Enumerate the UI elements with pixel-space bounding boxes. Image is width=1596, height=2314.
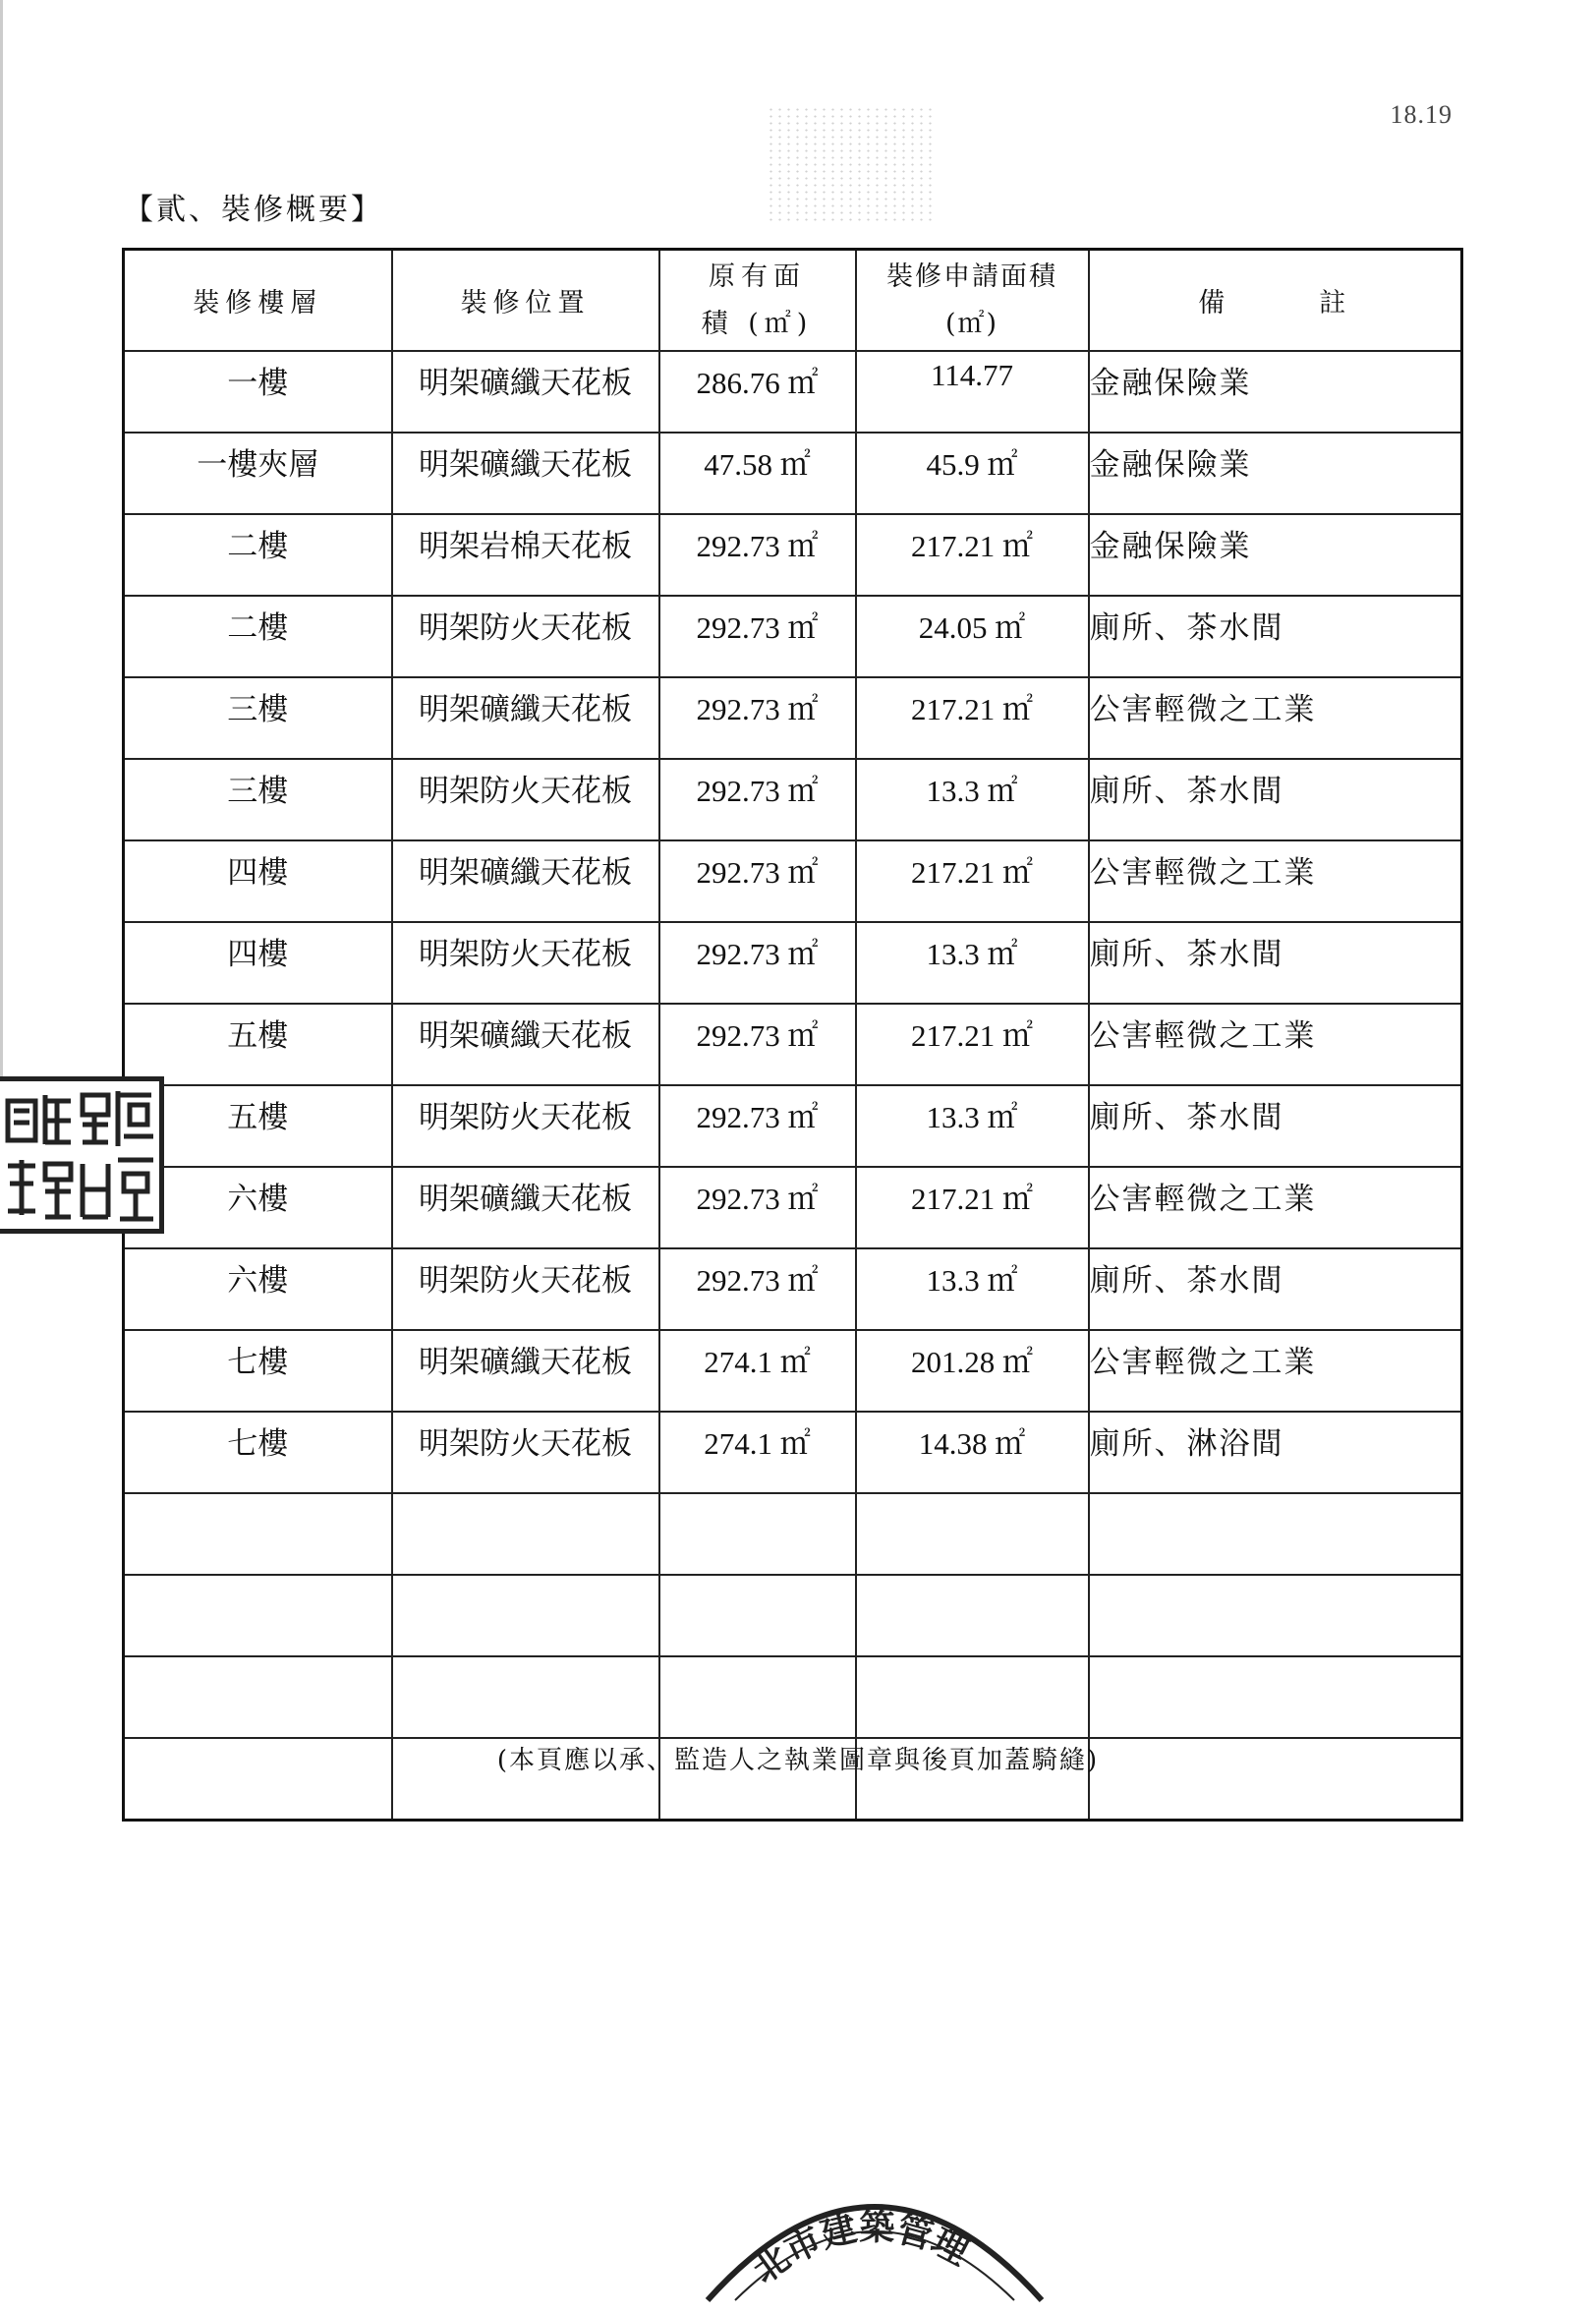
cell-original-area: 274.1 ㎡: [659, 1330, 856, 1412]
table-row: [124, 351, 1462, 433]
header-note-b: 註: [1319, 288, 1352, 318]
table-row: [124, 514, 1462, 596]
cell-note: 公害輕微之工業: [1089, 840, 1462, 922]
table-row: [124, 922, 1462, 1004]
cell-position: 明架防火天花板: [392, 1248, 659, 1330]
cell-original-area: 292.73 ㎡: [659, 759, 856, 840]
cell-original-area: 292.73 ㎡: [659, 922, 856, 1004]
cell-note-empty: [1089, 1656, 1462, 1738]
cell-note: 廁所、茶水間: [1089, 1248, 1462, 1330]
header-original-area-line1: 原有面: [709, 260, 806, 292]
cell-applied-area: 13.3 ㎡: [856, 759, 1089, 840]
cell-applied-area-empty: [856, 1575, 1089, 1656]
header-floor: 裝修樓層: [124, 250, 392, 352]
header-note-a: 備: [1198, 288, 1231, 318]
cell-floor: 七樓: [124, 1330, 392, 1412]
table-row: [124, 1004, 1462, 1085]
cell-note-empty: [1089, 1575, 1462, 1656]
cell-applied-area: 13.3 ㎡: [856, 1085, 1089, 1167]
cell-note: 廁所、茶水間: [1089, 596, 1462, 677]
cell-applied-area: 201.28 ㎡: [856, 1330, 1089, 1412]
cell-applied-area: 13.3 ㎡: [856, 1248, 1089, 1330]
cell-floor: 三樓: [124, 677, 392, 759]
table-row-empty: [124, 1575, 1462, 1656]
scan-edge: [0, 0, 3, 1081]
cell-applied-area: 13.3 ㎡: [856, 922, 1089, 1004]
table-row: [124, 1085, 1462, 1167]
cell-applied-area: 217.21 ㎡: [856, 1167, 1089, 1248]
table-row: [124, 596, 1462, 677]
cell-original-area: 47.58 ㎡: [659, 433, 856, 514]
cell-original-area: 292.73 ㎡: [659, 514, 856, 596]
cell-original-area: 292.73 ㎡: [659, 1248, 856, 1330]
header-note: [1089, 250, 1462, 352]
page-number: 18.19: [1390, 100, 1453, 129]
cell-applied-area: 24.05 ㎡: [856, 596, 1089, 677]
header-original-area-line2: 積 (㎡): [701, 308, 814, 339]
table-row: [124, 759, 1462, 840]
table-row: [124, 1330, 1462, 1412]
bottom-seal-text: 北市建築管理: [745, 2206, 976, 2292]
cell-note: 廁所、茶水間: [1089, 759, 1462, 840]
cell-floor-empty: [124, 1575, 392, 1656]
table-row: [124, 1248, 1462, 1330]
table-header-row: [124, 250, 1462, 352]
table-row: [124, 677, 1462, 759]
scan-speckle: [767, 106, 934, 224]
cell-floor: 二樓: [124, 596, 392, 677]
section-title: 【貳、裝修概要】: [124, 193, 383, 227]
cell-position: 明架礦纖天花板: [392, 677, 659, 759]
cell-original-area: 292.73 ㎡: [659, 677, 856, 759]
cell-position-empty: [392, 1656, 659, 1738]
cell-applied-area: 217.21 ㎡: [856, 514, 1089, 596]
seam-stamp: [0, 1076, 164, 1234]
cell-original-area: 274.1 ㎡: [659, 1412, 856, 1493]
table-row: [124, 1412, 1462, 1493]
cell-position: 明架礦纖天花板: [392, 1167, 659, 1248]
cell-note: 金融保險業: [1089, 433, 1462, 514]
bottom-seal-graphic: [688, 2153, 1061, 2310]
cell-original-area: 292.73 ㎡: [659, 1004, 856, 1085]
cell-floor: 七樓: [124, 1412, 392, 1493]
cell-original-area: 292.73 ㎡: [659, 596, 856, 677]
cell-floor: 六樓: [124, 1167, 392, 1248]
table-row: [124, 840, 1462, 922]
cell-floor: 六樓: [124, 1248, 392, 1330]
cell-applied-area: 14.38 ㎡: [856, 1412, 1089, 1493]
cell-applied-area-empty: [856, 1656, 1089, 1738]
cell-note: 公害輕微之工業: [1089, 1330, 1462, 1412]
cell-applied-area: 217.21 ㎡: [856, 677, 1089, 759]
footer-note: (本頁應以承、監造人之執業圖章與後頁加蓋騎縫): [496, 1746, 1100, 1775]
cell-floor-empty: [124, 1656, 392, 1738]
cell-position: 明架礦纖天花板: [392, 433, 659, 514]
cell-note: 金融保險業: [1089, 514, 1462, 596]
cell-floor: 五樓: [124, 1085, 392, 1167]
table-row: [124, 433, 1462, 514]
cell-applied-area-empty: [856, 1493, 1089, 1575]
cell-position: 明架礦纖天花板: [392, 1004, 659, 1085]
cell-floor: 四樓: [124, 922, 392, 1004]
cell-original-area: 286.76 ㎡: [659, 351, 856, 433]
seam-stamp-graphic: [0, 1081, 159, 1229]
cell-applied-area: 217.21 ㎡: [856, 1004, 1089, 1085]
cell-floor: 三樓: [124, 759, 392, 840]
header-position: 裝修位置: [392, 250, 659, 352]
renovation-table: [122, 248, 1463, 1822]
header-applied-area: [856, 250, 1089, 352]
cell-note: 廁所、茶水間: [1089, 922, 1462, 1004]
table-row-empty: [124, 1656, 1462, 1738]
cell-position: 明架岩棉天花板: [392, 514, 659, 596]
cell-original-area: 292.73 ㎡: [659, 1167, 856, 1248]
cell-note: 公害輕微之工業: [1089, 1004, 1462, 1085]
header-original-area: [659, 250, 856, 352]
table-row: [124, 1167, 1462, 1248]
cell-position: 明架礦纖天花板: [392, 1330, 659, 1412]
cell-position: 明架礦纖天花板: [392, 840, 659, 922]
cell-note: 金融保險業: [1089, 351, 1462, 433]
cell-note: 公害輕微之工業: [1089, 1167, 1462, 1248]
cell-position-empty: [392, 1493, 659, 1575]
cell-position-empty: [392, 1575, 659, 1656]
cell-floor: 一樓: [124, 351, 392, 433]
cell-position: 明架防火天花板: [392, 1085, 659, 1167]
cell-applied-area: 45.9 ㎡: [856, 433, 1089, 514]
cell-position: 明架防火天花板: [392, 759, 659, 840]
table-body: [124, 351, 1462, 1821]
cell-floor: 四樓: [124, 840, 392, 922]
bottom-seal: [688, 2153, 1061, 2310]
cell-original-area-empty: [659, 1493, 856, 1575]
cell-applied-area: 217.21 ㎡: [856, 840, 1089, 922]
cell-note-empty: [1089, 1493, 1462, 1575]
cell-floor: 一樓夾層: [124, 433, 392, 514]
cell-floor: 二樓: [124, 514, 392, 596]
cell-note: 廁所、淋浴間: [1089, 1412, 1462, 1493]
header-applied-area-line2: (㎡): [944, 308, 999, 339]
cell-floor: 五樓: [124, 1004, 392, 1085]
cell-position: 明架礦纖天花板: [392, 351, 659, 433]
cell-original-area: 292.73 ㎡: [659, 840, 856, 922]
cell-floor-empty: [124, 1493, 392, 1575]
cell-original-area-empty: [659, 1575, 856, 1656]
cell-note: 廁所、茶水間: [1089, 1085, 1462, 1167]
cell-position: 明架防火天花板: [392, 922, 659, 1004]
cell-position: 明架防火天花板: [392, 1412, 659, 1493]
cell-applied-area: 114.77: [856, 351, 1089, 433]
header-applied-area-line1: 裝修申請面積: [886, 260, 1057, 292]
cell-position: 明架防火天花板: [392, 596, 659, 677]
table-row-empty: [124, 1493, 1462, 1575]
cell-note: 公害輕微之工業: [1089, 677, 1462, 759]
cell-original-area: 292.73 ㎡: [659, 1085, 856, 1167]
cell-original-area-empty: [659, 1656, 856, 1738]
